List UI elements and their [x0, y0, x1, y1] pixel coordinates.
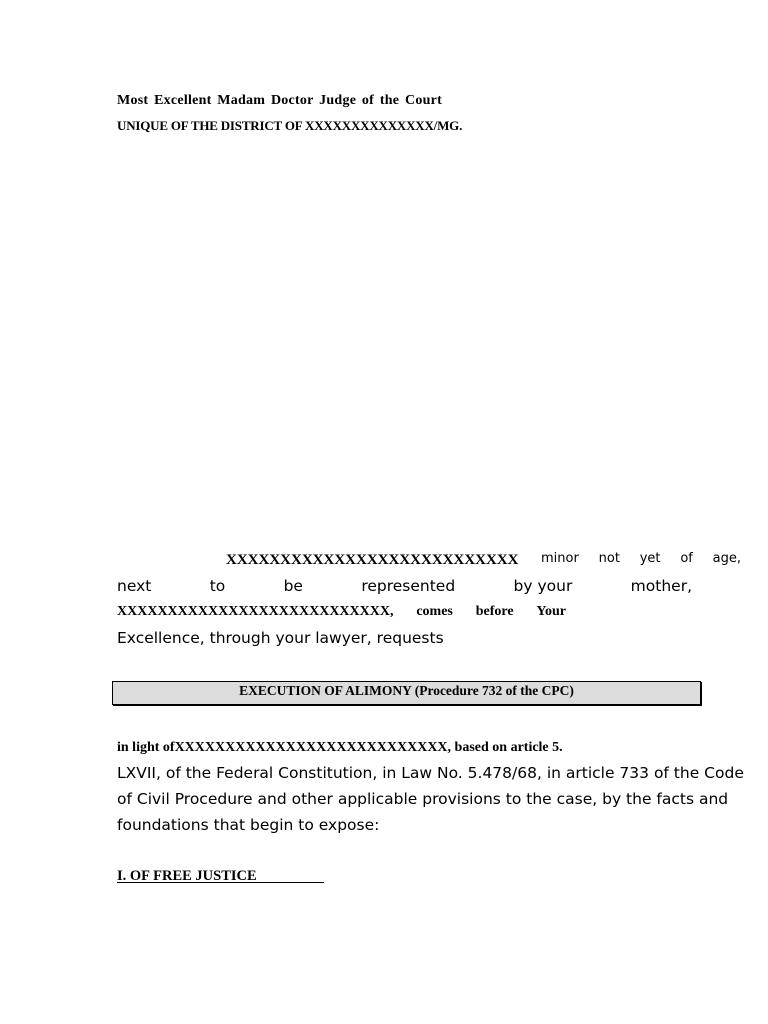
action-title-box [112, 681, 701, 705]
represented-phrase [117, 577, 692, 595]
section-heading-underline [117, 882, 324, 883]
word-before: before [475, 604, 514, 619]
word-next: next [117, 577, 152, 595]
word-comes: comes [416, 604, 453, 619]
section-heading: I. OF FREE JUSTICE [117, 868, 257, 884]
word-be: be [283, 577, 303, 595]
mother-name-phrase [117, 604, 566, 620]
word-your: Your [536, 604, 566, 619]
minor-age-phrase [541, 551, 741, 566]
mother-name: XXXXXXXXXXXXXXXXXXXXXXXXXXX, [117, 604, 394, 619]
court-address-line-2: UNIQUE OF THE DISTRICT OF XXXXXXXXXXXXXX/MG. [117, 118, 463, 133]
legal-basis-line-1: in light ofXXXXXXXXXXXXXXXXXXXXXXXXXXX, based on article 5. [117, 740, 563, 755]
word-age: age, [712, 551, 741, 566]
word-to: to [209, 577, 226, 595]
action-title: EXECUTION OF ALIMONY (Procedure 732 of the CPC) [239, 683, 574, 698]
legal-basis-line-2: LXVII, of the Federal Constitution, in Law No. 5.478/68, in article 733 of the Code [117, 764, 744, 782]
court-address-line-1: Most Excellent Madam Doctor Judge of the Court [117, 93, 443, 108]
word-represented: represented [361, 577, 456, 595]
word-of: of [680, 551, 693, 566]
legal-basis-line-3: of Civil Procedure and other applicable provisions to the case, by the facts and [117, 790, 729, 808]
word-by-your: by your [513, 577, 573, 595]
word-mother: mother, [630, 577, 692, 595]
legal-basis-line-4: foundations that begin to expose: [117, 816, 380, 834]
word-minor: minor [541, 551, 579, 566]
word-yet: yet [639, 551, 661, 566]
plaintiff-name: XXXXXXXXXXXXXXXXXXXXXXXXXXX [226, 552, 519, 568]
word-not: not [598, 551, 620, 566]
requests-phrase: Excellence, through your lawyer, requests [117, 629, 444, 647]
